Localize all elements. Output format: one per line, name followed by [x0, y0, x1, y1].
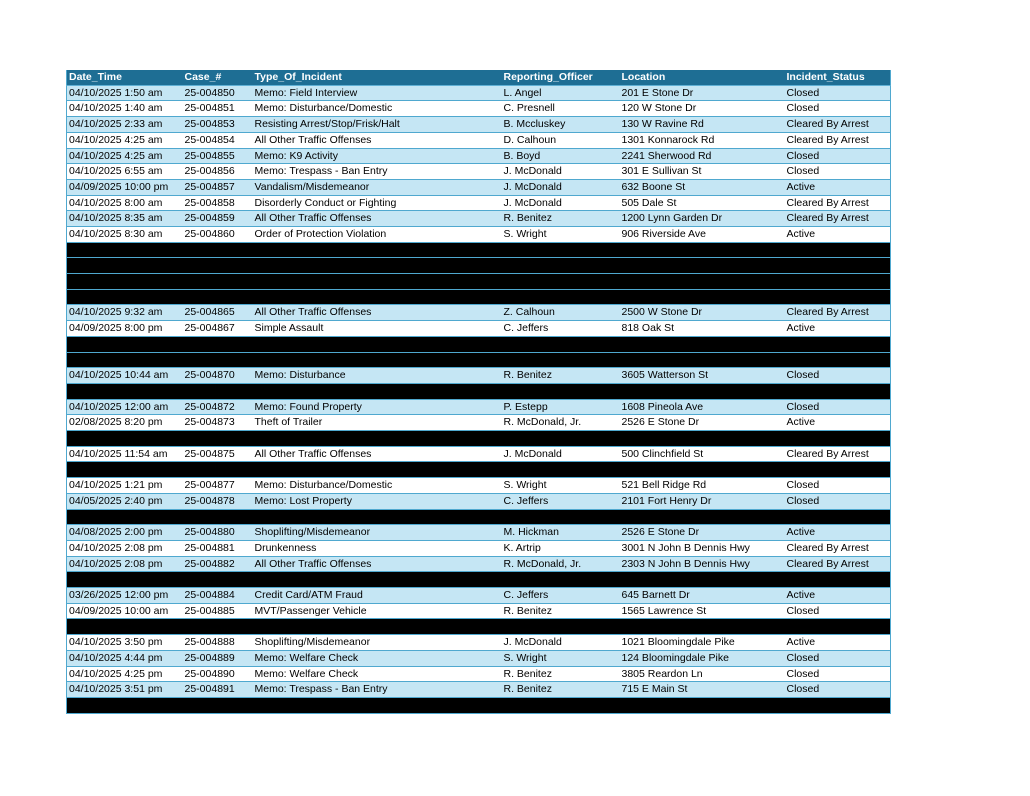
table-row — [67, 164, 891, 180]
cell-location — [620, 336, 785, 352]
cell-reporting-officer — [502, 462, 620, 478]
table-body — [67, 85, 891, 713]
cell-reporting-officer: R. Benitez — [502, 368, 620, 384]
cell-type-of-incident: Memo: Field Interview — [253, 85, 502, 101]
table-row — [67, 85, 891, 101]
cell-type-of-incident: Memo: Trespass - Ban Entry — [253, 164, 502, 180]
cell-date-time: 04/10/2025 4:25 am — [67, 148, 183, 164]
cell-location: 2500 W Stone Dr — [620, 305, 785, 321]
cell-type-of-incident: Order of Protection Violation — [253, 227, 502, 243]
redacted-row — [67, 336, 891, 352]
cell-case-number: 25-004877 — [183, 478, 253, 494]
cell-date-time — [67, 289, 183, 305]
cell-type-of-incident: Memo: Trespass - Ban Entry — [253, 682, 502, 698]
cell-location: 645 Barnett Dr — [620, 588, 785, 604]
table-row — [67, 305, 891, 321]
cell-date-time: 04/10/2025 10:44 am — [67, 368, 183, 384]
column-header-reporting-officer: Reporting_Officer — [502, 70, 620, 85]
cell-incident-status: Active — [785, 415, 891, 431]
cell-case-number: 25-004882 — [183, 556, 253, 572]
table-row — [67, 540, 891, 556]
column-header-location: Location — [620, 70, 785, 85]
cell-incident-status — [785, 383, 891, 399]
cell-incident-status: Cleared By Arrest — [785, 132, 891, 148]
cell-incident-status: Closed — [785, 650, 891, 666]
cell-location — [620, 572, 785, 588]
cell-reporting-officer: R. Benitez — [502, 682, 620, 698]
cell-incident-status: Active — [785, 525, 891, 541]
cell-location: 3805 Reardon Ln — [620, 666, 785, 682]
cell-case-number — [183, 336, 253, 352]
cell-incident-status — [785, 462, 891, 478]
cell-reporting-officer: J. McDonald — [502, 179, 620, 195]
cell-location — [620, 383, 785, 399]
cell-location: 505 Dale St — [620, 195, 785, 211]
cell-date-time: 04/09/2025 8:00 pm — [67, 321, 183, 337]
cell-case-number: 25-004850 — [183, 85, 253, 101]
cell-incident-status: Cleared By Arrest — [785, 446, 891, 462]
cell-type-of-incident — [253, 619, 502, 635]
cell-type-of-incident — [253, 462, 502, 478]
cell-incident-status: Closed — [785, 148, 891, 164]
cell-reporting-officer: M. Hickman — [502, 525, 620, 541]
cell-case-number — [183, 383, 253, 399]
cell-incident-status — [785, 352, 891, 368]
cell-reporting-officer: B. Mccluskey — [502, 117, 620, 133]
cell-incident-status: Closed — [785, 85, 891, 101]
cell-case-number — [183, 352, 253, 368]
cell-reporting-officer: Z. Calhoun — [502, 305, 620, 321]
cell-reporting-officer — [502, 242, 620, 258]
cell-location: 1200 Lynn Garden Dr — [620, 211, 785, 227]
cell-case-number — [183, 274, 253, 290]
column-header-case-number: Case_# — [183, 70, 253, 85]
cell-date-time — [67, 509, 183, 525]
cell-type-of-incident: All Other Traffic Offenses — [253, 211, 502, 227]
cell-location: 1301 Konnarock Rd — [620, 132, 785, 148]
cell-date-time — [67, 242, 183, 258]
cell-date-time: 04/10/2025 4:25 pm — [67, 666, 183, 682]
cell-date-time: 04/10/2025 3:51 pm — [67, 682, 183, 698]
cell-case-number — [183, 619, 253, 635]
cell-location — [620, 462, 785, 478]
cell-date-time — [67, 258, 183, 274]
cell-type-of-incident — [253, 336, 502, 352]
table-row — [67, 368, 891, 384]
cell-reporting-officer: S. Wright — [502, 478, 620, 494]
cell-date-time: 04/10/2025 2:33 am — [67, 117, 183, 133]
cell-case-number: 25-004856 — [183, 164, 253, 180]
cell-case-number — [183, 289, 253, 305]
cell-date-time: 04/10/2025 1:40 am — [67, 101, 183, 117]
redacted-row — [67, 431, 891, 447]
cell-case-number: 25-004884 — [183, 588, 253, 604]
cell-reporting-officer: J. McDonald — [502, 164, 620, 180]
cell-incident-status: Closed — [785, 493, 891, 509]
cell-type-of-incident: All Other Traffic Offenses — [253, 446, 502, 462]
cell-incident-status — [785, 289, 891, 305]
table-row — [67, 179, 891, 195]
cell-incident-status: Closed — [785, 101, 891, 117]
cell-reporting-officer: J. McDonald — [502, 446, 620, 462]
cell-incident-status — [785, 572, 891, 588]
cell-type-of-incident: Resisting Arrest/Stop/Frisk/Halt — [253, 117, 502, 133]
cell-type-of-incident: Shoplifting/Misdemeanor — [253, 525, 502, 541]
cell-reporting-officer: D. Calhoun — [502, 132, 620, 148]
cell-type-of-incident: Memo: K9 Activity — [253, 148, 502, 164]
table-row — [67, 148, 891, 164]
cell-location: 2101 Fort Henry Dr — [620, 493, 785, 509]
cell-type-of-incident — [253, 242, 502, 258]
table-row — [67, 666, 891, 682]
cell-incident-status: Active — [785, 179, 891, 195]
cell-type-of-incident: All Other Traffic Offenses — [253, 556, 502, 572]
cell-date-time — [67, 274, 183, 290]
cell-date-time — [67, 352, 183, 368]
cell-reporting-officer — [502, 572, 620, 588]
cell-reporting-officer: C. Jeffers — [502, 321, 620, 337]
table-row — [67, 635, 891, 651]
cell-date-time: 04/09/2025 10:00 am — [67, 603, 183, 619]
table-row — [67, 211, 891, 227]
table-row — [67, 195, 891, 211]
cell-case-number: 25-004860 — [183, 227, 253, 243]
cell-date-time: 04/10/2025 8:30 am — [67, 227, 183, 243]
cell-type-of-incident: Credit Card/ATM Fraud — [253, 588, 502, 604]
cell-date-time: 04/08/2025 2:00 pm — [67, 525, 183, 541]
cell-case-number — [183, 258, 253, 274]
cell-reporting-officer — [502, 509, 620, 525]
cell-case-number: 25-004855 — [183, 148, 253, 164]
table-row — [67, 525, 891, 541]
cell-case-number: 25-004865 — [183, 305, 253, 321]
cell-reporting-officer: C. Jeffers — [502, 588, 620, 604]
cell-incident-status: Cleared By Arrest — [785, 540, 891, 556]
cell-reporting-officer: R. McDonald, Jr. — [502, 415, 620, 431]
cell-location: 500 Clinchfield St — [620, 446, 785, 462]
cell-type-of-incident: Memo: Welfare Check — [253, 650, 502, 666]
cell-location: 130 W Ravine Rd — [620, 117, 785, 133]
cell-location — [620, 697, 785, 713]
cell-reporting-officer: J. McDonald — [502, 195, 620, 211]
cell-reporting-officer: P. Estepp — [502, 399, 620, 415]
table-row — [67, 446, 891, 462]
cell-case-number: 25-004878 — [183, 493, 253, 509]
cell-case-number: 25-004891 — [183, 682, 253, 698]
cell-incident-status — [785, 258, 891, 274]
cell-location: 3605 Watterson St — [620, 368, 785, 384]
cell-case-number: 25-004889 — [183, 650, 253, 666]
cell-case-number: 25-004853 — [183, 117, 253, 133]
cell-location: 2303 N John B Dennis Hwy — [620, 556, 785, 572]
cell-location: 818 Oak St — [620, 321, 785, 337]
table-row — [67, 117, 891, 133]
cell-case-number — [183, 572, 253, 588]
table-row — [67, 588, 891, 604]
cell-case-number: 25-004854 — [183, 132, 253, 148]
cell-reporting-officer: R. Benitez — [502, 211, 620, 227]
cell-case-number — [183, 509, 253, 525]
cell-location: 2526 E Stone Dr — [620, 525, 785, 541]
cell-reporting-officer: L. Angel — [502, 85, 620, 101]
cell-location — [620, 258, 785, 274]
cell-reporting-officer: K. Artrip — [502, 540, 620, 556]
cell-reporting-officer: B. Boyd — [502, 148, 620, 164]
cell-location — [620, 431, 785, 447]
table-row — [67, 227, 891, 243]
cell-incident-status: Closed — [785, 164, 891, 180]
cell-case-number: 25-004880 — [183, 525, 253, 541]
cell-case-number — [183, 431, 253, 447]
cell-case-number: 25-004875 — [183, 446, 253, 462]
cell-type-of-incident: Simple Assault — [253, 321, 502, 337]
cell-date-time — [67, 462, 183, 478]
cell-date-time: 02/08/2025 8:20 pm — [67, 415, 183, 431]
cell-case-number: 25-004885 — [183, 603, 253, 619]
cell-incident-status — [785, 336, 891, 352]
cell-incident-status: Closed — [785, 368, 891, 384]
cell-date-time — [67, 619, 183, 635]
cell-location: 1565 Lawrence St — [620, 603, 785, 619]
redacted-row — [67, 572, 891, 588]
cell-reporting-officer: S. Wright — [502, 650, 620, 666]
cell-location: 521 Bell Ridge Rd — [620, 478, 785, 494]
cell-incident-status: Closed — [785, 603, 891, 619]
cell-type-of-incident — [253, 258, 502, 274]
redacted-row — [67, 258, 891, 274]
cell-incident-status: Closed — [785, 399, 891, 415]
cell-incident-status: Cleared By Arrest — [785, 195, 891, 211]
cell-case-number: 25-004851 — [183, 101, 253, 117]
table-header — [67, 70, 891, 85]
cell-case-number: 25-004858 — [183, 195, 253, 211]
table-row — [67, 399, 891, 415]
cell-incident-status: Closed — [785, 478, 891, 494]
cell-type-of-incident: All Other Traffic Offenses — [253, 305, 502, 321]
cell-date-time — [67, 697, 183, 713]
redacted-row — [67, 383, 891, 399]
redacted-row — [67, 509, 891, 525]
cell-incident-status: Cleared By Arrest — [785, 117, 891, 133]
cell-incident-status: Closed — [785, 682, 891, 698]
redacted-row — [67, 242, 891, 258]
cell-case-number: 25-004888 — [183, 635, 253, 651]
cell-date-time: 04/10/2025 1:21 pm — [67, 478, 183, 494]
cell-date-time: 04/10/2025 4:44 pm — [67, 650, 183, 666]
redacted-row — [67, 289, 891, 305]
cell-location: 906 Riverside Ave — [620, 227, 785, 243]
cell-type-of-incident: Memo: Disturbance — [253, 368, 502, 384]
cell-incident-status: Active — [785, 635, 891, 651]
cell-type-of-incident — [253, 509, 502, 525]
cell-type-of-incident: Memo: Welfare Check — [253, 666, 502, 682]
cell-date-time: 04/10/2025 3:50 pm — [67, 635, 183, 651]
redacted-row — [67, 352, 891, 368]
column-header-incident-status: Incident_Status — [785, 70, 891, 85]
cell-incident-status: Cleared By Arrest — [785, 211, 891, 227]
cell-reporting-officer: R. Benitez — [502, 666, 620, 682]
cell-reporting-officer: R. McDonald, Jr. — [502, 556, 620, 572]
cell-case-number: 25-004881 — [183, 540, 253, 556]
cell-type-of-incident — [253, 383, 502, 399]
cell-reporting-officer — [502, 431, 620, 447]
cell-date-time: 04/10/2025 11:54 am — [67, 446, 183, 462]
cell-incident-status: Active — [785, 588, 891, 604]
cell-reporting-officer — [502, 289, 620, 305]
cell-case-number: 25-004867 — [183, 321, 253, 337]
cell-location — [620, 242, 785, 258]
cell-incident-status: Cleared By Arrest — [785, 305, 891, 321]
cell-type-of-incident — [253, 431, 502, 447]
cell-type-of-incident: Memo: Disturbance/Domestic — [253, 101, 502, 117]
cell-date-time: 04/10/2025 2:08 pm — [67, 540, 183, 556]
cell-case-number: 25-004870 — [183, 368, 253, 384]
cell-case-number: 25-004890 — [183, 666, 253, 682]
cell-reporting-officer — [502, 619, 620, 635]
cell-incident-status: Closed — [785, 666, 891, 682]
cell-incident-status — [785, 274, 891, 290]
cell-reporting-officer — [502, 383, 620, 399]
table-row — [67, 493, 891, 509]
cell-type-of-incident — [253, 289, 502, 305]
cell-type-of-incident: MVT/Passenger Vehicle — [253, 603, 502, 619]
cell-date-time: 04/10/2025 2:08 pm — [67, 556, 183, 572]
cell-date-time: 04/10/2025 1:50 am — [67, 85, 183, 101]
table-row — [67, 556, 891, 572]
cell-type-of-incident — [253, 352, 502, 368]
cell-type-of-incident: Memo: Disturbance/Domestic — [253, 478, 502, 494]
cell-type-of-incident — [253, 572, 502, 588]
cell-type-of-incident: All Other Traffic Offenses — [253, 132, 502, 148]
cell-location: 1608 Pineola Ave — [620, 399, 785, 415]
table-row — [67, 682, 891, 698]
cell-case-number — [183, 462, 253, 478]
cell-location — [620, 289, 785, 305]
cell-reporting-officer — [502, 258, 620, 274]
cell-reporting-officer: C. Presnell — [502, 101, 620, 117]
incident-table — [66, 70, 891, 714]
cell-date-time: 04/09/2025 10:00 pm — [67, 179, 183, 195]
cell-reporting-officer: R. Benitez — [502, 603, 620, 619]
cell-incident-status: Cleared By Arrest — [785, 556, 891, 572]
cell-type-of-incident: Disorderly Conduct or Fighting — [253, 195, 502, 211]
cell-reporting-officer — [502, 697, 620, 713]
cell-location — [620, 352, 785, 368]
cell-location: 120 W Stone Dr — [620, 101, 785, 117]
cell-date-time — [67, 572, 183, 588]
cell-location: 632 Boone St — [620, 179, 785, 195]
cell-location — [620, 509, 785, 525]
cell-date-time: 04/10/2025 4:25 am — [67, 132, 183, 148]
cell-reporting-officer: J. McDonald — [502, 635, 620, 651]
cell-date-time: 04/10/2025 12:00 am — [67, 399, 183, 415]
cell-date-time: 04/10/2025 6:55 am — [67, 164, 183, 180]
redacted-row — [67, 274, 891, 290]
cell-date-time — [67, 336, 183, 352]
cell-incident-status — [785, 242, 891, 258]
table-row — [67, 650, 891, 666]
cell-date-time: 03/26/2025 12:00 pm — [67, 588, 183, 604]
column-header-type-of-incident: Type_Of_Incident — [253, 70, 502, 85]
cell-case-number: 25-004872 — [183, 399, 253, 415]
cell-date-time — [67, 431, 183, 447]
cell-reporting-officer — [502, 352, 620, 368]
cell-location — [620, 619, 785, 635]
table-row — [67, 321, 891, 337]
cell-reporting-officer: S. Wright — [502, 227, 620, 243]
cell-incident-status — [785, 619, 891, 635]
cell-incident-status: Active — [785, 321, 891, 337]
cell-type-of-incident: Memo: Found Property — [253, 399, 502, 415]
cell-type-of-incident: Memo: Lost Property — [253, 493, 502, 509]
cell-type-of-incident: Shoplifting/Misdemeanor — [253, 635, 502, 651]
column-header-date-time: Date_Time — [67, 70, 183, 85]
cell-case-number — [183, 697, 253, 713]
cell-case-number: 25-004857 — [183, 179, 253, 195]
cell-reporting-officer — [502, 336, 620, 352]
cell-location: 1021 Bloomingdale Pike — [620, 635, 785, 651]
cell-reporting-officer — [502, 274, 620, 290]
cell-location: 124 Bloomingdale Pike — [620, 650, 785, 666]
redacted-row — [67, 619, 891, 635]
cell-type-of-incident — [253, 697, 502, 713]
cell-location: 301 E Sullivan St — [620, 164, 785, 180]
cell-incident-status — [785, 697, 891, 713]
cell-location: 201 E Stone Dr — [620, 85, 785, 101]
cell-date-time: 04/10/2025 9:32 am — [67, 305, 183, 321]
cell-incident-status — [785, 431, 891, 447]
cell-incident-status — [785, 509, 891, 525]
cell-type-of-incident: Vandalism/Misdemeanor — [253, 179, 502, 195]
cell-location — [620, 274, 785, 290]
header-row — [67, 70, 891, 85]
cell-case-number — [183, 242, 253, 258]
cell-location: 2526 E Stone Dr — [620, 415, 785, 431]
table-row — [67, 101, 891, 117]
redacted-row — [67, 697, 891, 713]
redacted-row — [67, 462, 891, 478]
cell-date-time: 04/05/2025 2:40 pm — [67, 493, 183, 509]
cell-location: 3001 N John B Dennis Hwy — [620, 540, 785, 556]
table-row — [67, 132, 891, 148]
cell-location: 715 E Main St — [620, 682, 785, 698]
cell-date-time: 04/10/2025 8:00 am — [67, 195, 183, 211]
table-row — [67, 478, 891, 494]
cell-incident-status: Active — [785, 227, 891, 243]
table-row — [67, 603, 891, 619]
cell-reporting-officer: C. Jeffers — [502, 493, 620, 509]
cell-type-of-incident: Theft of Trailer — [253, 415, 502, 431]
cell-case-number: 25-004873 — [183, 415, 253, 431]
cell-type-of-incident: Drunkenness — [253, 540, 502, 556]
cell-date-time: 04/10/2025 8:35 am — [67, 211, 183, 227]
cell-type-of-incident — [253, 274, 502, 290]
table-row — [67, 415, 891, 431]
cell-case-number: 25-004859 — [183, 211, 253, 227]
cell-location: 2241 Sherwood Rd — [620, 148, 785, 164]
cell-date-time — [67, 383, 183, 399]
